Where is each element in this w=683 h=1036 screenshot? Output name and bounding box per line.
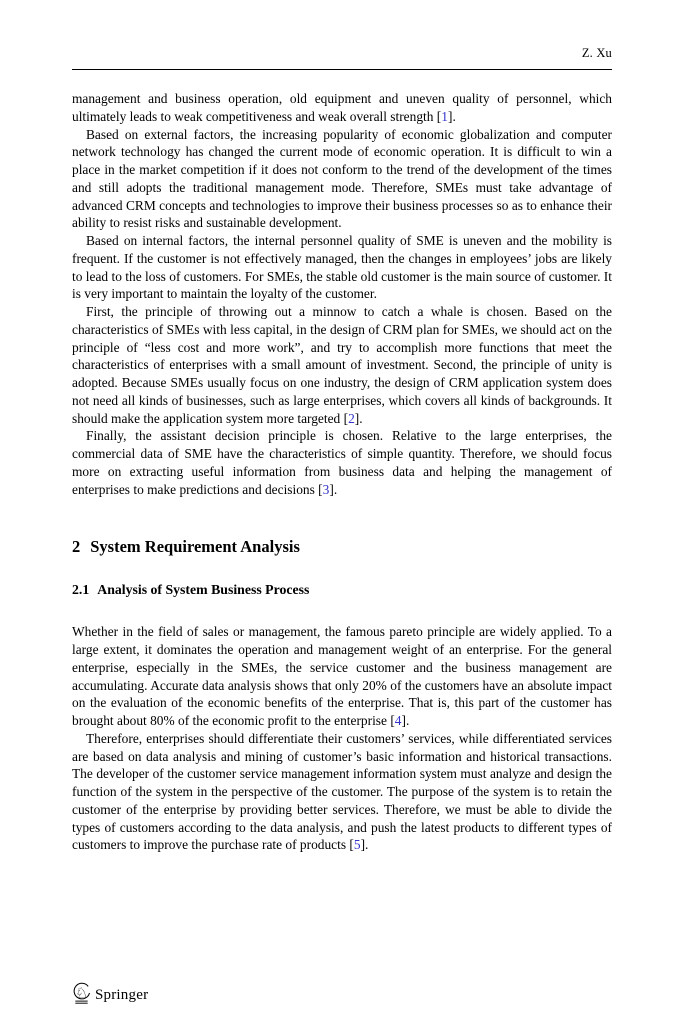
running-head-author: Z. Xu	[581, 46, 612, 60]
subsection-heading	[72, 581, 612, 599]
paragraph: First, the principle of throwing out a minnow to catch a whale is chosen. Based on the characteristics of SMEs with less capital, in the design of CRM plan for SMEs, we should act on the principle of “less cost and more work”, and try to accomplish more functions that meet the characteristics of enterprises with a small amount of investment. Second, the principle of unity is adopted. Because SMEs usually focus on one industry, the design of CRM application system does not need all kinds of businesses, such as large enterprises, which covers all kinds of backgrounds. It should make the application system more targeted [2].	[72, 304, 612, 426]
citation-link[interactable]: 1	[441, 108, 448, 124]
section-number: 2	[72, 537, 81, 557]
paragraph: management and business operation, old equipment and uneven quality of personnel, which ultimately leads to weak competitiveness and weak overall strength [1].	[72, 91, 612, 124]
citation-link[interactable]: 2	[348, 410, 355, 426]
citation-link[interactable]: 4	[394, 713, 402, 728]
paragraph: Based on internal factors, the internal personnel quality of SME is uneven and the mobility is frequent. If the customer is not effectively managed, then the changes in employees’ jobs are likely to lead to the loss of customers. For SMEs, the stable old customer is the main source of customer. It is very important to maintain the loyalty of the customer.	[72, 233, 612, 302]
page-content	[72, 0, 612, 854]
springer-knight-icon	[72, 982, 91, 1005]
section-title: Analysis of System Business Process	[97, 582, 310, 598]
section-number: 2.1	[72, 582, 90, 598]
page-body	[72, 90, 612, 854]
svg-text:♘: ♘	[75, 985, 88, 1002]
paragraph: Whether in the field of sales or management, the famous pareto principle are widely applied. To a large extent, it dominates the operation and management weight of an enterprise. For the general enterprise, especially in the SMEs, the service customer and the business management are accumulating. Accurate data analysis shows that only 20% of the customers have an absolute impact on the evaluation of the economic benefits of the enterprise. That is, this part of the customer has brought about 80% of the economic profit to the enterprise [4].	[72, 624, 612, 728]
paragraph: Based on external factors, the increasing popularity of economic globalization and computer network technology has changed the current mode of economic operation. It is difficult to win a place in the market competition if it does not conform to the trend of the development of the times and still adopts the traditional management mode. Therefore, SMEs must take advantage of advanced CRM concepts and technologies to improve their business processes so as to enhance their ability to resist risks and sustainable development.	[72, 126, 612, 231]
paragraph: Finally, the assistant decision principle is chosen. Relative to the large enterprises, the commercial data of SME have the characteristics of simple quantity. Therefore, we should focus more on extracting useful information from business data and helping the management of enterprises to make predictions and decisions [3].	[72, 428, 612, 497]
section-title: System Requirement Analysis	[90, 537, 300, 557]
publisher-name: Springer	[95, 987, 149, 1003]
publisher-footer	[72, 982, 148, 1005]
header-rule	[72, 69, 612, 70]
paragraph: Therefore, enterprises should differentiate their customers’ services, while differentiated services are based on data analysis and mining of customer’s basic information and historical transactions. The developer of the customer service management information system must analyze and design the function of the system in the perspective of the customer. The purpose of the system is to retain the customer of the enterprise by providing better services. Therefore, we must be able to divide the types of customers according to the data analysis, and push the latest products to different types of customers to improve the purchase rate of products [5].	[72, 730, 612, 853]
section-heading	[72, 536, 612, 557]
citation-link[interactable]: 5	[353, 837, 361, 853]
citation-link[interactable]: 3	[322, 481, 330, 497]
